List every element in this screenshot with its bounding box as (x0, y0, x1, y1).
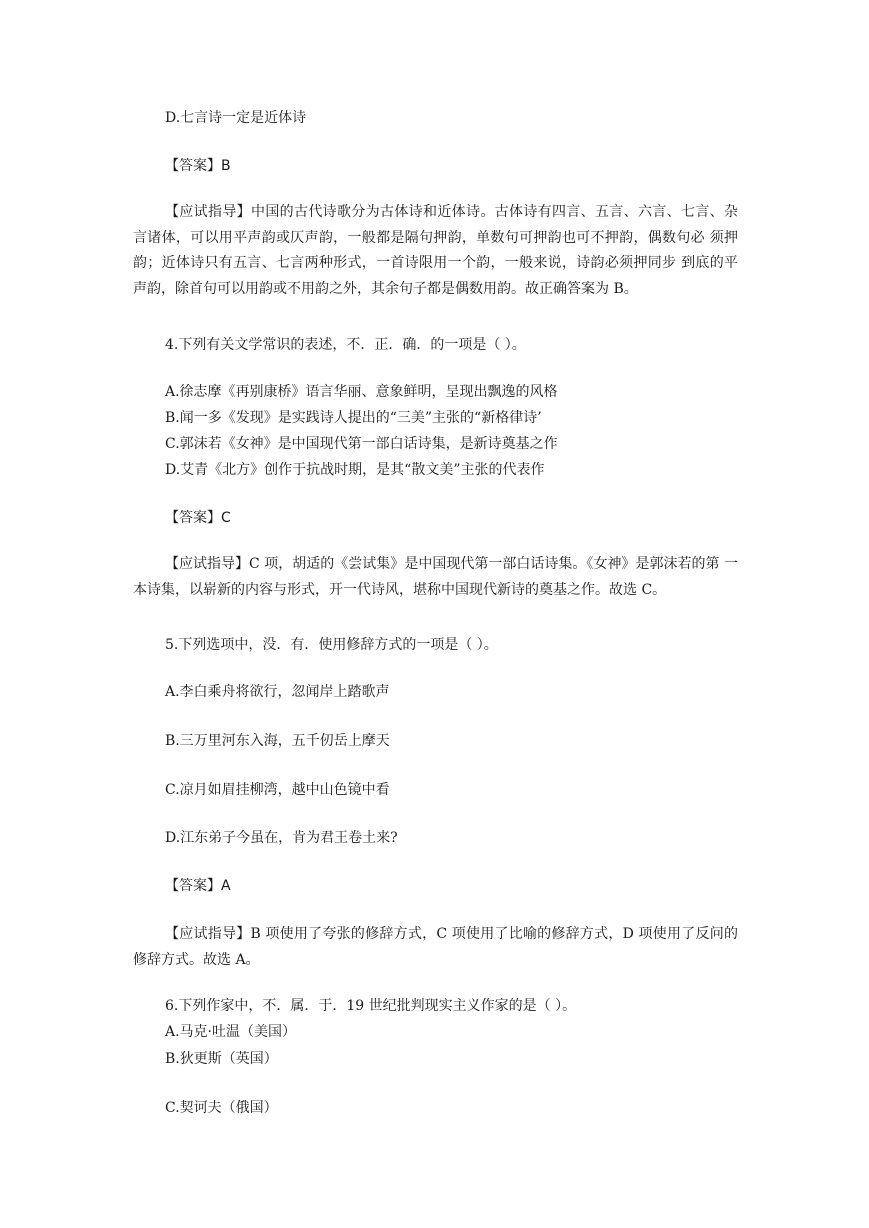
q6-question: 6.下列作家中，不．属．于．19 世纪批判现实主义作家的是（ ）。 (165, 998, 577, 1014)
q3-guide: 【应试指导】中国的古代诗歌分为古体诗和近体诗。古体诗有四言、五言、六言、七言、杂 言诸体，可以用平声韵或仄声韵，一般都是隔句押韵，单数句可押韵也可不押韵，偶数句必 须押韵；近体诗只有五言、七言两种形式，一首诗限用一个韵，一般来说，诗韵必须押同步 到底的平声韵，除首句可以用韵或不用韵之外，其余句子都是偶数用韵。故正确答案为 B。 (133, 204, 738, 297)
q5-guide: 【应试指导】B 项使用了夸张的修辞方式，C 项使用了比喻的修辞方式，D 项使用了反问的 修辞方式。故选 A。 (133, 926, 738, 968)
q4-option-b: B.闻一多《发现》是实践诗人提出的“三美”主张的“新格律诗’ (165, 410, 542, 426)
q5-option-a: A.李白乘舟将欲行，忽闻岸上踏歌声 (165, 684, 390, 700)
q6-option-a: A.马克·吐温（美国） (165, 1024, 297, 1040)
q6-option-c: C.契诃夫（俄国） (165, 1100, 278, 1116)
q4-guide: 【应试指导】C 项，胡适的《尝试集》是中国现代第一部白话诗集。《女神》是郭沫若的第 一本诗集，以崭新的内容与形式，开一代诗风，堪称中国现代新诗的奠基之作。故选 C。 (133, 556, 738, 598)
q5-option-b: B.三万里河东入海，五千仞岳上摩天 (165, 733, 390, 749)
q4-question: 4.下列有关文学常识的表述，不．正．确．的一项是（ ）。 (165, 337, 526, 353)
q5-option-d: D.江东弟子今虽在，肯为君王卷土来? (165, 830, 398, 846)
q5-question: 5.下列选项中，没．有．使用修辞方式的一项是（ ）。 (165, 637, 498, 653)
q5-answer: 【答案】A (165, 878, 231, 894)
q3-option-d: D.七言诗一定是近体诗 (165, 110, 307, 126)
q5-option-c: C.凉月如眉挂柳湾，越中山色镜中看 (165, 782, 390, 798)
q4-option-d: D.艾青《北方》创作于抗战时期，是其“散文美”主张的代表作 (165, 462, 545, 478)
q4-option-c: C.郭沫若《女神》是中国现代第一部白话诗集，是新诗奠基之作 (165, 436, 558, 452)
q4-answer: 【答案】C (165, 510, 231, 526)
q3-answer: 【答案】B (165, 158, 231, 174)
q6-option-b: B.狄更斯（英国） (165, 1051, 278, 1067)
q4-option-a: A.徐志摩《再别康桥》语言华丽、意象鲜明，呈现出飘逸的风格 (165, 384, 558, 400)
